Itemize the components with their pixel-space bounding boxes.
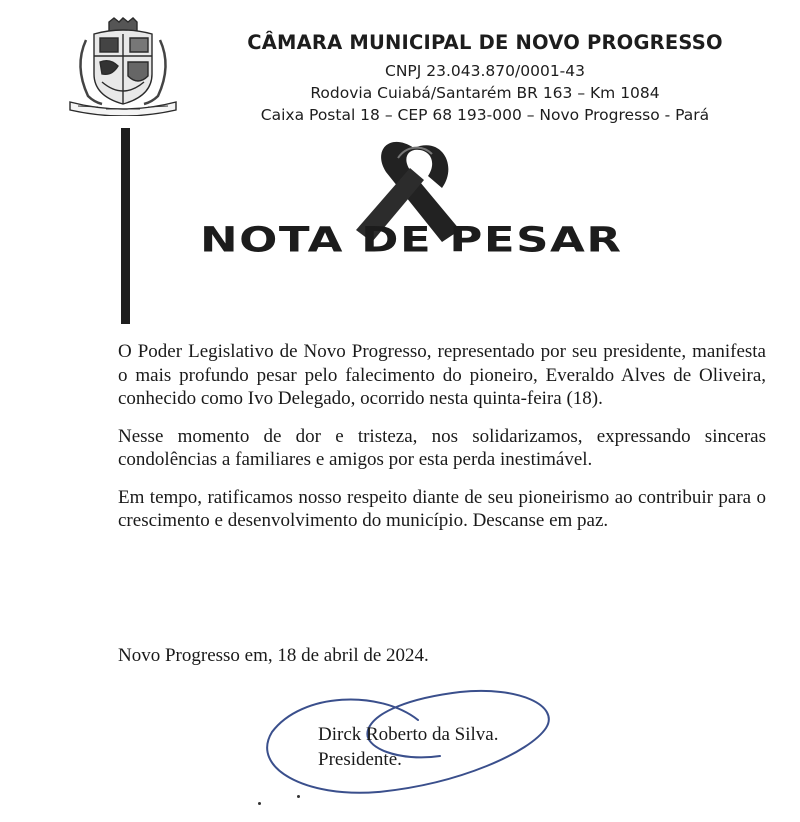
paragraph-1: O Poder Legislativo de Novo Progresso, representado por seu presidente, manifesta o mais profundo pesar pelo falecimento do pioneiro, Everaldo Alves de Oliveira, conhecido como Ivo Delegado, ocorrido nesta quinta-feira (18). — [118, 341, 766, 409]
notice-title: NOTA DE PESAR — [200, 218, 623, 261]
ink-speck — [297, 795, 300, 798]
paragraph-3: Em tempo, ratificamos nosso respeito diante de seu pioneirismo ao contribuir para o crescimento e desenvolvimento do município. Descanse em paz. — [118, 486, 766, 531]
letterhead-text — [220, 26, 750, 126]
letterhead — [0, 0, 800, 140]
date-line: Novo Progresso em, 18 de abril de 2024. — [118, 645, 429, 666]
postal-line: Caixa Postal 18 – CEP 68 193-000 – Novo Progresso - Pará — [260, 106, 710, 124]
institution-name: CÂMARA MUNICIPAL DE NOVO PROGRESSO — [247, 31, 723, 54]
notice-body — [118, 340, 766, 547]
signer-role: Presidente. — [318, 749, 402, 770]
address-line: Rodovia Cuiabá/Santarém BR 163 – Km 1084 — [310, 84, 660, 102]
paragraph-2: Nesse momento de dor e tristeza, nos solidarizamos, expressando sinceras condolências a familiares e amigos por esta perda inestimável. — [118, 425, 766, 470]
municipal-crest-icon — [64, 16, 182, 116]
signer-block — [318, 722, 498, 772]
decorative-vertical-bar — [121, 128, 130, 324]
cnpj-line: CNPJ 23.043.870/0001-43 — [385, 62, 585, 80]
signer-name: Dirck Roberto da Silva. — [318, 724, 499, 745]
ink-speck — [258, 802, 261, 805]
